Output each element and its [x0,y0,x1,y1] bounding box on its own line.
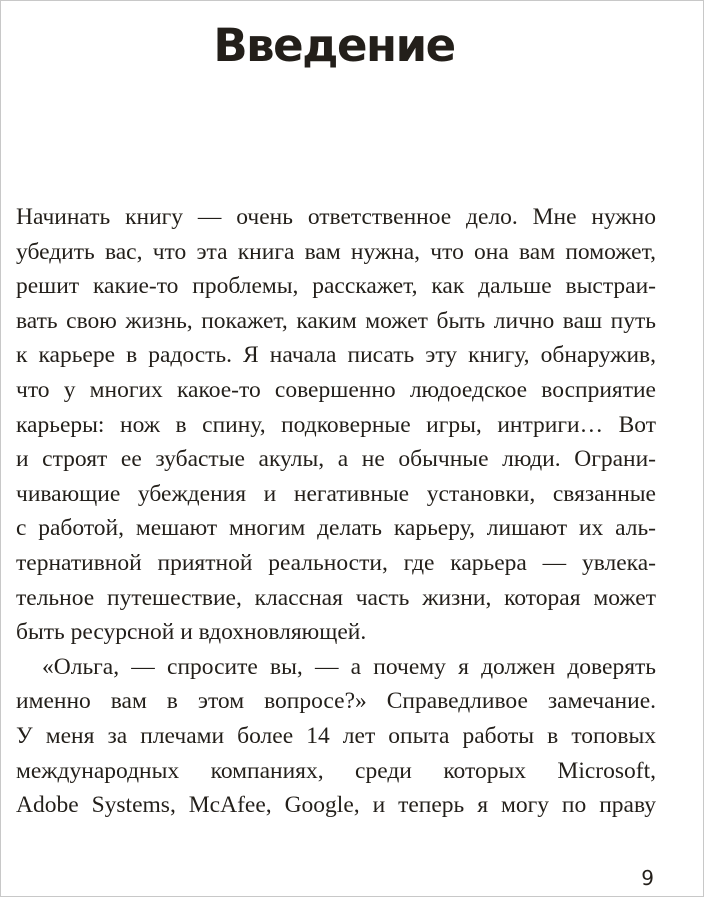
text-line: Adobe Systems, McAfee, Google, и теперь я могу по праву [16,792,656,819]
text-line: «Ольга, — спросите вы, — а почему я должен доверять [42,653,656,680]
text-line: тернативной приятной реальности, где карьера — увлека- [16,549,656,576]
body-text [16,200,656,823]
text-line: тельное путешествие, классная часть жизни, которая может [16,584,656,611]
paragraph-2 [16,650,656,823]
text-line: международных компаниях, среди которых Microsoft, [16,757,656,784]
text-line: что у многих какое-то совершенно людоедское восприятие [16,376,656,403]
text-line: с работой, мешают многим делать карьеру, лишают их аль- [16,515,656,542]
text-line: быть ресурсной и вдохновляющей. [16,619,367,646]
text-line: карьеры: нож в спину, подковерные игры, интриги… Вот [16,411,656,438]
text-line: и строят ее зубастые акулы, а не обычные люди. Ограни- [16,446,656,473]
paragraph-1 [16,200,656,650]
chapter-title: Введение [213,19,455,72]
text-line: решит какие-то проблемы, расскажет, как дальше выстраи- [16,273,656,300]
text-line: Начинать книгу — очень ответственное дело. Мне нужно [16,204,656,230]
text-line: чивающие убеждения и негативные установки, связанные [16,480,656,507]
text-line: убедить вас, что эта книга вам нужна, что она вам поможет, [16,238,656,265]
page-number: 9 [641,866,654,890]
text-line: именно вам в этом вопросе?» Справедливое замечание. [16,688,656,715]
text-line: вать свою жизнь, покажет, каким может быть лично ваш путь [16,307,656,334]
text-line: У меня за плечами более 14 лет опыта работы в топовых [16,722,656,749]
text-line: к карьере в радость. Я начала писать эту книгу, обнаружив, [16,342,656,369]
